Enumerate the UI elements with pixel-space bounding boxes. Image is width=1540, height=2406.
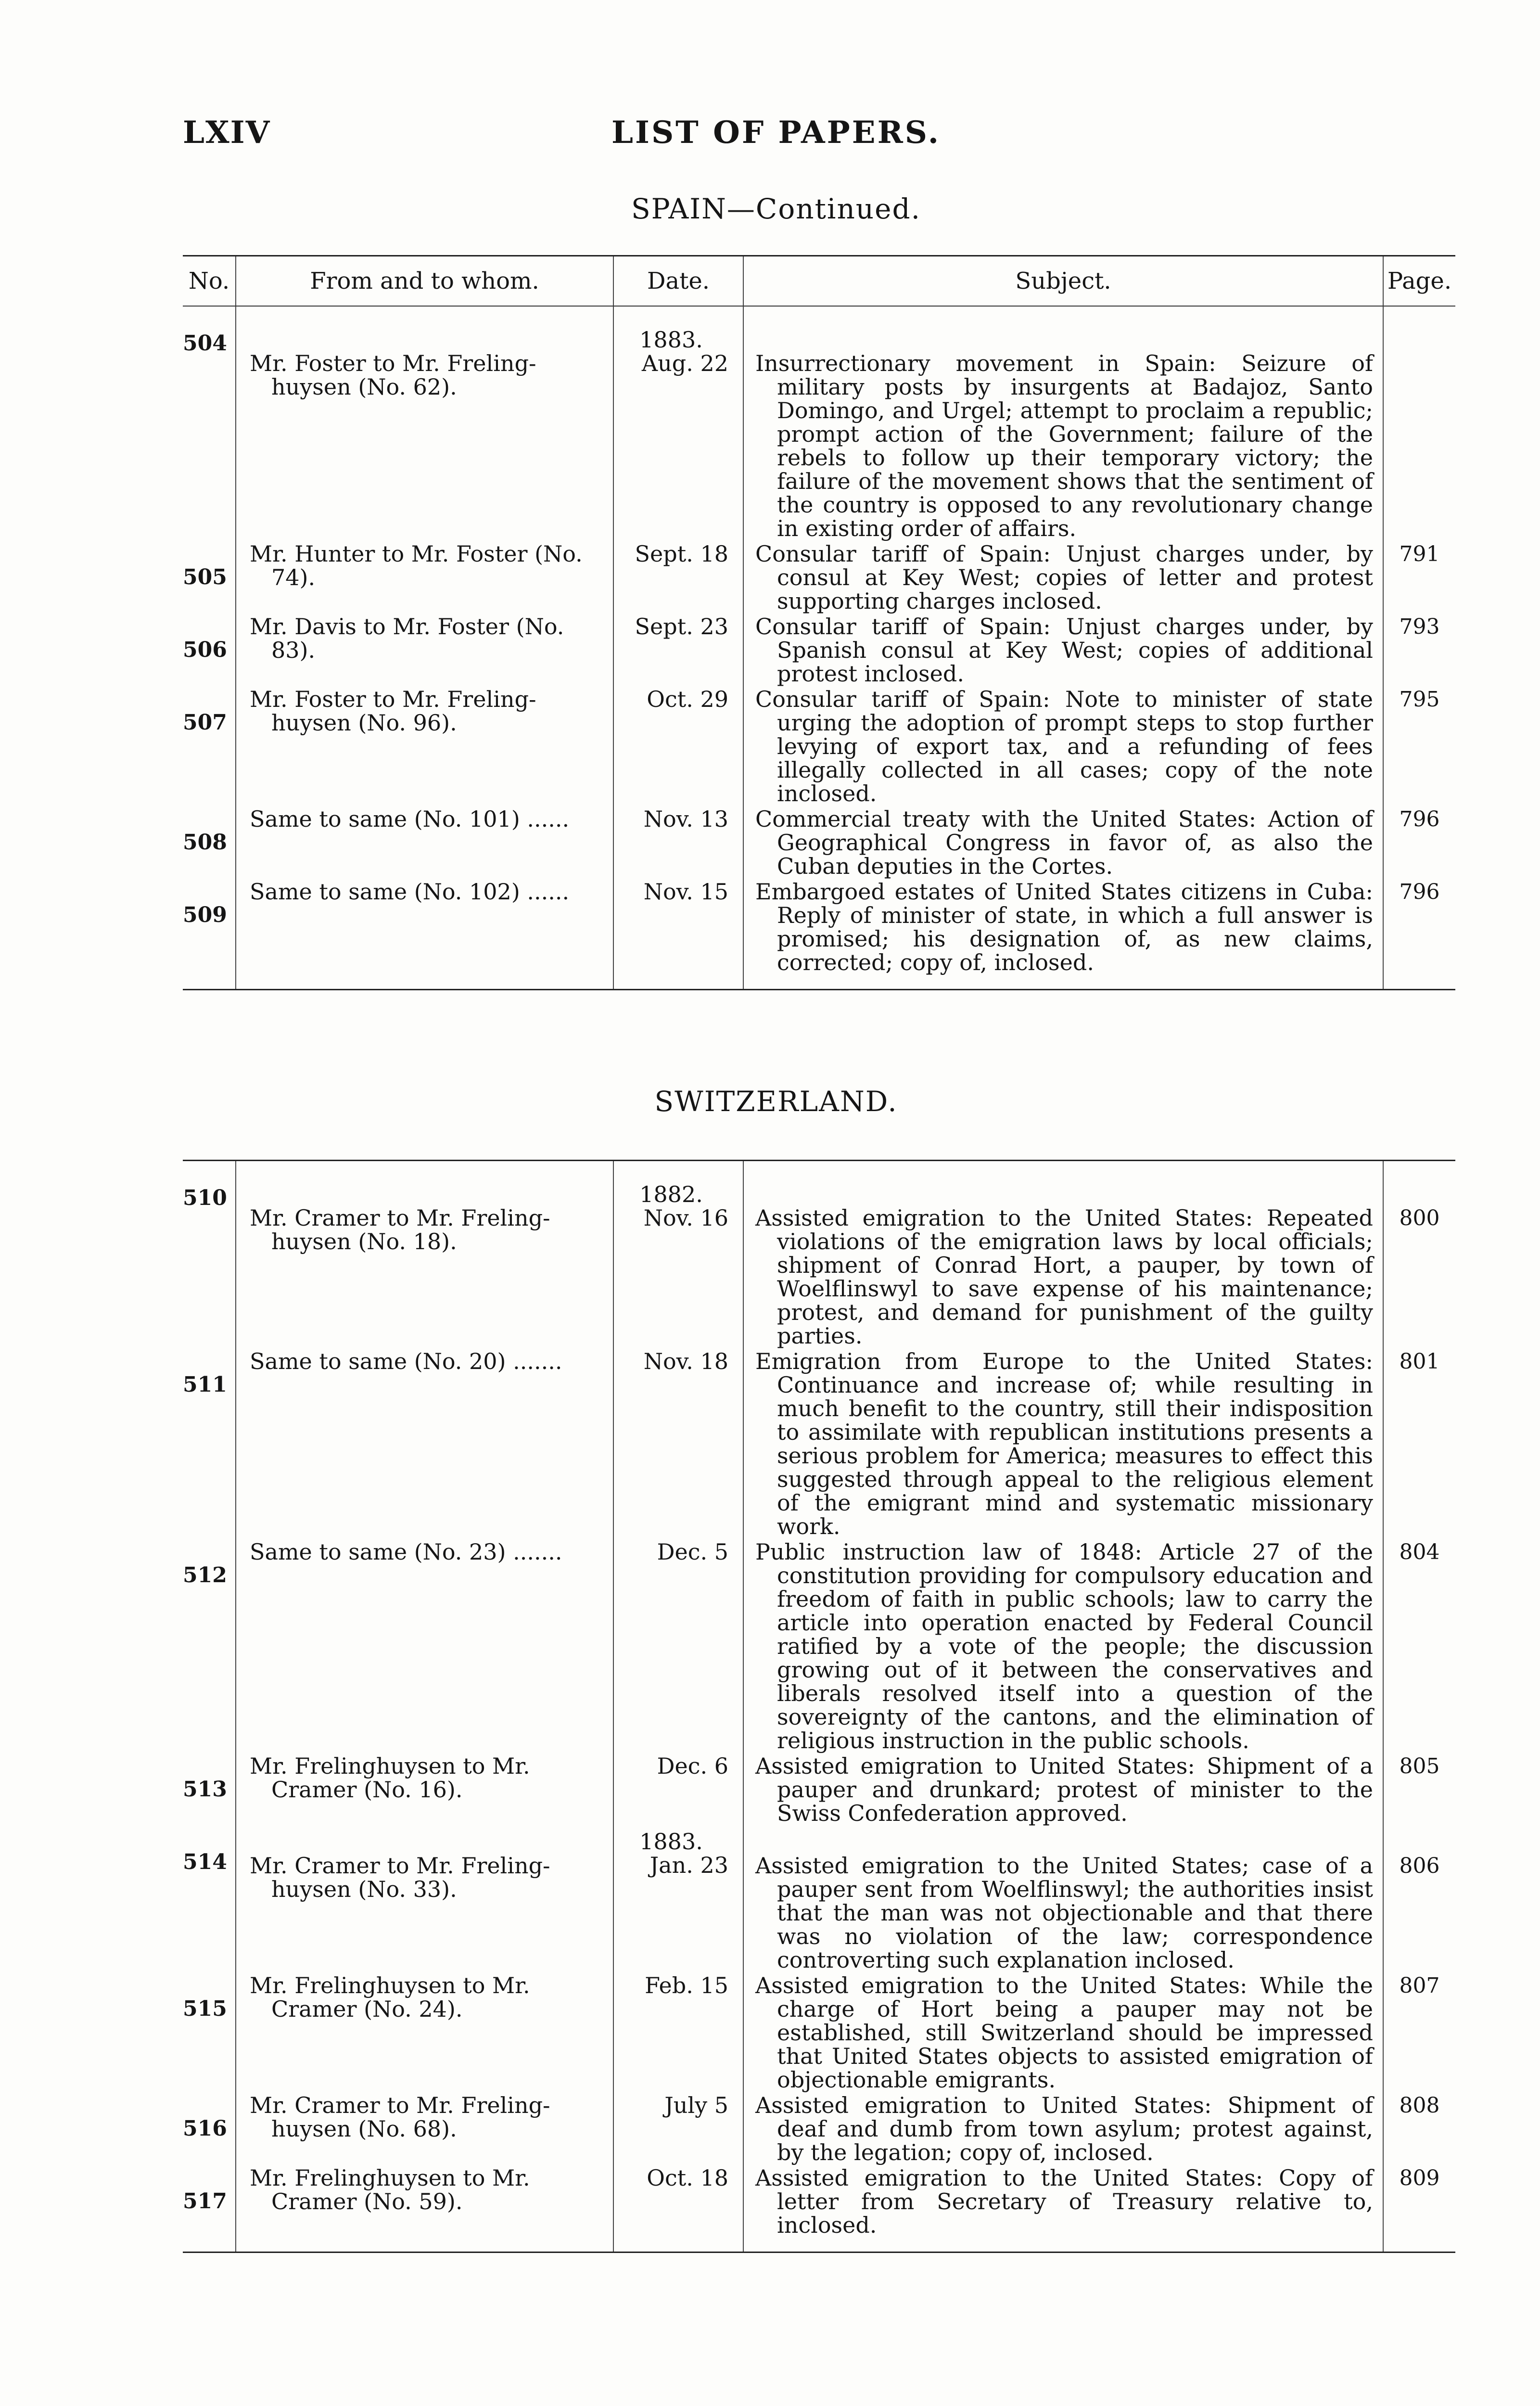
section-title-switzerland: SWITZERLAND. xyxy=(654,1085,898,1118)
from-to-text: Mr. Cramer to Mr. Freling-huysen (No. 33). xyxy=(250,1853,550,1902)
page-title: LIST OF PAPERS. xyxy=(611,115,941,151)
papers-table-spain xyxy=(183,255,1455,990)
date-text: Dec. 6 xyxy=(657,1753,728,1779)
subject-text: Public instruction law of 1848: Article 27 of the constitution providing for compulsory education and freedom of faith in public schools; law to carry the article into operation enacted by Federal Council ratified by a vote of the people; the discussion growing out of it between the conservatives and liberals resolved itself into a question of the sovereignty of the cantons, and the elimination of religious instruction in the public schools. xyxy=(755,1539,1373,1753)
page-ref: 796 xyxy=(1383,878,1455,990)
page-header xyxy=(183,115,1369,167)
subject-cell xyxy=(743,2092,1383,2164)
subject-text: Commercial treaty with the United States: Action of Geographical Congress in favor of, as also the Cuban deputies in the Cortes. xyxy=(755,806,1373,879)
table-row xyxy=(183,613,1455,686)
paper-number: 516 xyxy=(183,2116,227,2141)
subject-text: Insurrectionary movement in Spain: Seizure of military posts by insurgents at Badajoz, Santo Domingo, and Urgel; attempt to proclaim a republic; prompt action of the Government; failure of the rebels to follow up their temporary victory; the failure of the movement shows that the sentiment of the country is opposed to any revolutionary change in existing order of affairs. xyxy=(755,350,1373,541)
date-cell xyxy=(613,1348,743,1538)
subject-cell xyxy=(743,1753,1383,1825)
date-cell xyxy=(613,1972,743,2092)
date-text: Aug. 22 xyxy=(641,350,728,376)
from-to-cell xyxy=(236,2164,613,2252)
from-to-text: Same to same (No. 23) ....... xyxy=(250,1539,562,1565)
subject-text: Assisted emigration to the United States: Repeated violations of the emigration laws by local officials; shipment of Conrad Hort, a pauper, by town of Woelflinswyl to save expense of his maintenance; protest, and demand for punishment of the guilty parties. xyxy=(755,1205,1373,1349)
from-to-text: Mr. Cramer to Mr. Freling-huysen (No. 68). xyxy=(250,2092,550,2142)
from-to-cell xyxy=(236,1972,613,2092)
subject-text: Consular tariff of Spain: Note to minister of state urging the adoption of prompt steps to stop further levying of export tax, and a refunding of fees illegally collected in all cases; copy of the note inclosed. xyxy=(755,686,1373,806)
paper-number: 506 xyxy=(183,638,227,662)
subject-cell xyxy=(743,806,1383,878)
page-ref xyxy=(1383,306,1455,540)
from-to-cell xyxy=(236,2092,613,2164)
page-ref: 805 xyxy=(1383,1753,1455,1825)
subject-text: Emigration from Europe to the United States: Continuance and increase of; while resulting in much benefit to the country, still their indisposition to assimilate with republican institutions presents a serious problem for America; measures to effect this suggested through appeal to the religious element of the emigrant mind and systematic missionary work. xyxy=(755,1348,1373,1539)
date-cell xyxy=(613,1825,743,1972)
from-to-cell xyxy=(236,1825,613,1972)
date-cell xyxy=(613,306,743,540)
table-row xyxy=(183,306,1455,540)
table-row xyxy=(183,1972,1455,2092)
paper-number: 508 xyxy=(183,830,227,855)
column-header-from: From and to whom. xyxy=(236,256,613,307)
date-text: Feb. 15 xyxy=(645,1972,728,1998)
page-ref: 796 xyxy=(1383,806,1455,878)
subject-text: Assisted emigration to the United States: Copy of letter from Secretary of Treasury relative to, inclosed. xyxy=(755,2165,1373,2238)
column-header-date: Date. xyxy=(613,256,743,307)
from-to-cell xyxy=(236,1538,613,1753)
table-row xyxy=(183,878,1455,990)
from-to-text: Mr. Cramer to Mr. Freling-huysen (No. 18). xyxy=(250,1205,550,1254)
subject-cell xyxy=(743,1348,1383,1538)
subject-cell xyxy=(743,1161,1383,1348)
date-cell xyxy=(613,540,743,613)
from-to-cell xyxy=(236,1753,613,1825)
date-text: July 5 xyxy=(664,2092,728,2118)
subject-text: Assisted emigration to United States: Shipment of a pauper and drunkard; protest of minister to the Swiss Confederation approved. xyxy=(755,1753,1373,1826)
from-to-cell xyxy=(236,306,613,540)
paper-number: 513 xyxy=(183,1777,227,1802)
paper-number: 504 xyxy=(183,331,227,356)
from-to-text: Mr. Frelinghuysen to Mr. Cramer (No. 59). xyxy=(250,2165,530,2214)
from-to-text: Same to same (No. 102) ...... xyxy=(250,879,570,905)
table-row xyxy=(183,806,1455,878)
date-text: Dec. 5 xyxy=(657,1539,728,1565)
page-ref: 809 xyxy=(1383,2164,1455,2252)
date-text: Nov. 15 xyxy=(643,879,728,905)
page-ref: 808 xyxy=(1383,2092,1455,2164)
page-number: LXIV xyxy=(183,115,271,151)
page-ref: 807 xyxy=(1383,1972,1455,2092)
paper-number: 509 xyxy=(183,878,236,990)
from-to-text: Mr. Frelinghuysen to Mr. Cramer (No. 24). xyxy=(250,1972,530,2022)
page-ref: 795 xyxy=(1383,686,1455,806)
subject-cell xyxy=(743,306,1383,540)
date-year: 1883. xyxy=(639,1829,703,1855)
date-text: Oct. 18 xyxy=(647,2165,728,2191)
date-text: Oct. 29 xyxy=(647,686,728,712)
date-cell xyxy=(613,878,743,990)
date-cell xyxy=(613,806,743,878)
date-cell xyxy=(613,686,743,806)
from-to-cell xyxy=(236,686,613,806)
column-header-subject: Subject. xyxy=(743,256,1383,307)
paper-number: 505 xyxy=(183,565,227,589)
from-to-cell xyxy=(236,613,613,686)
from-to-cell xyxy=(236,1348,613,1538)
date-text: Jan. 23 xyxy=(649,1852,728,1878)
table-row xyxy=(183,686,1455,806)
date-cell xyxy=(613,2092,743,2164)
date-year: 1882. xyxy=(639,1181,703,1207)
page-ref: 793 xyxy=(1383,613,1455,686)
subject-cell xyxy=(743,686,1383,806)
table-row xyxy=(183,1825,1455,1972)
from-to-text: Mr. Hunter to Mr. Foster (No. 74). xyxy=(250,541,583,590)
table-row xyxy=(183,1753,1455,1825)
from-to-cell xyxy=(236,540,613,613)
page-ref: 804 xyxy=(1383,1538,1455,1753)
table-row xyxy=(183,2092,1455,2164)
subject-cell xyxy=(743,1825,1383,1972)
column-header-page: Page. xyxy=(1383,256,1455,307)
date-cell xyxy=(613,1161,743,1348)
paper-number: 514 xyxy=(183,1850,227,1874)
date-cell xyxy=(613,613,743,686)
table-row xyxy=(183,1538,1455,1753)
paper-number: 515 xyxy=(183,1996,227,2021)
paper-number: 517 xyxy=(183,2164,236,2252)
date-text: Sept. 23 xyxy=(635,614,728,640)
from-to-text: Mr. Davis to Mr. Foster (No. 83). xyxy=(250,614,564,663)
subject-text: Assisted emigration to United States: Shipment of deaf and dumb from town asylum; protest against, by the legation; copy of, inclosed. xyxy=(755,2092,1373,2165)
section-title-spain: SPAIN—Continued. xyxy=(631,192,921,225)
date-cell xyxy=(613,1538,743,1753)
subject-cell xyxy=(743,2164,1383,2252)
from-to-text: Same to same (No. 20) ....... xyxy=(250,1348,562,1374)
subject-text: Assisted emigration to the United States; case of a pauper sent from Woelflinswyl; the authorities insist that the man was not objectionable and that there was no violation of the law; correspondence controverting such explanation inclosed. xyxy=(755,1853,1373,1973)
date-text: Nov. 16 xyxy=(643,1205,728,1231)
date-year: 1883. xyxy=(639,327,703,353)
table-row xyxy=(183,1161,1455,1348)
subject-cell xyxy=(743,1538,1383,1753)
date-cell xyxy=(613,2164,743,2252)
date-text: Sept. 18 xyxy=(635,541,728,567)
subject-cell xyxy=(743,1972,1383,2092)
subject-text: Assisted emigration to the United States: While the charge of Hort being a pauper may not be established, still Switzerland should be impressed that United States objects to assisted emigration of objectionable emigrants. xyxy=(755,1972,1373,2093)
subject-cell xyxy=(743,540,1383,613)
from-to-cell xyxy=(236,878,613,990)
from-to-text: Mr. Foster to Mr. Freling-huysen (No. 96). xyxy=(250,686,536,736)
table-header-row xyxy=(183,256,1455,307)
subject-text: Consular tariff of Spain: Unjust charges under, by Spanish consul at Key West; copies of additional protest inclosed. xyxy=(755,614,1373,687)
table-row xyxy=(183,2164,1455,2252)
subject-cell xyxy=(743,878,1383,990)
from-to-text: Mr. Frelinghuysen to Mr. Cramer (No. 16). xyxy=(250,1753,530,1803)
date-text: Nov. 13 xyxy=(643,806,728,832)
from-to-cell xyxy=(236,806,613,878)
paper-number: 510 xyxy=(183,1186,227,1210)
table-row xyxy=(183,540,1455,613)
subject-text: Consular tariff of Spain: Unjust charges under, by consul at Key West; copies of letter and protest supporting charges inclosed. xyxy=(755,541,1373,614)
from-to-cell xyxy=(236,1161,613,1348)
page-ref: 801 xyxy=(1383,1348,1455,1538)
page-ref: 806 xyxy=(1383,1825,1455,1972)
page-ref: 800 xyxy=(1383,1161,1455,1348)
paper-number: 511 xyxy=(183,1372,227,1397)
subject-cell xyxy=(743,613,1383,686)
subject-text: Embargoed estates of United States citizens in Cuba: Reply of minister of state, in which a full answer is promised; his designation of, as new claims, corrected; copy of, inclosed. xyxy=(755,879,1373,975)
papers-table-switzerland xyxy=(183,1160,1455,2253)
date-text: Nov. 18 xyxy=(643,1348,728,1374)
paper-number: 512 xyxy=(183,1563,227,1587)
from-to-text: Same to same (No. 101) ...... xyxy=(250,806,570,832)
from-to-text: Mr. Foster to Mr. Freling-huysen (No. 62). xyxy=(250,350,536,400)
date-cell xyxy=(613,1753,743,1825)
page-ref: 791 xyxy=(1383,540,1455,613)
paper-number: 507 xyxy=(183,710,227,735)
table-row xyxy=(183,1348,1455,1538)
column-header-no: No. xyxy=(183,256,236,307)
